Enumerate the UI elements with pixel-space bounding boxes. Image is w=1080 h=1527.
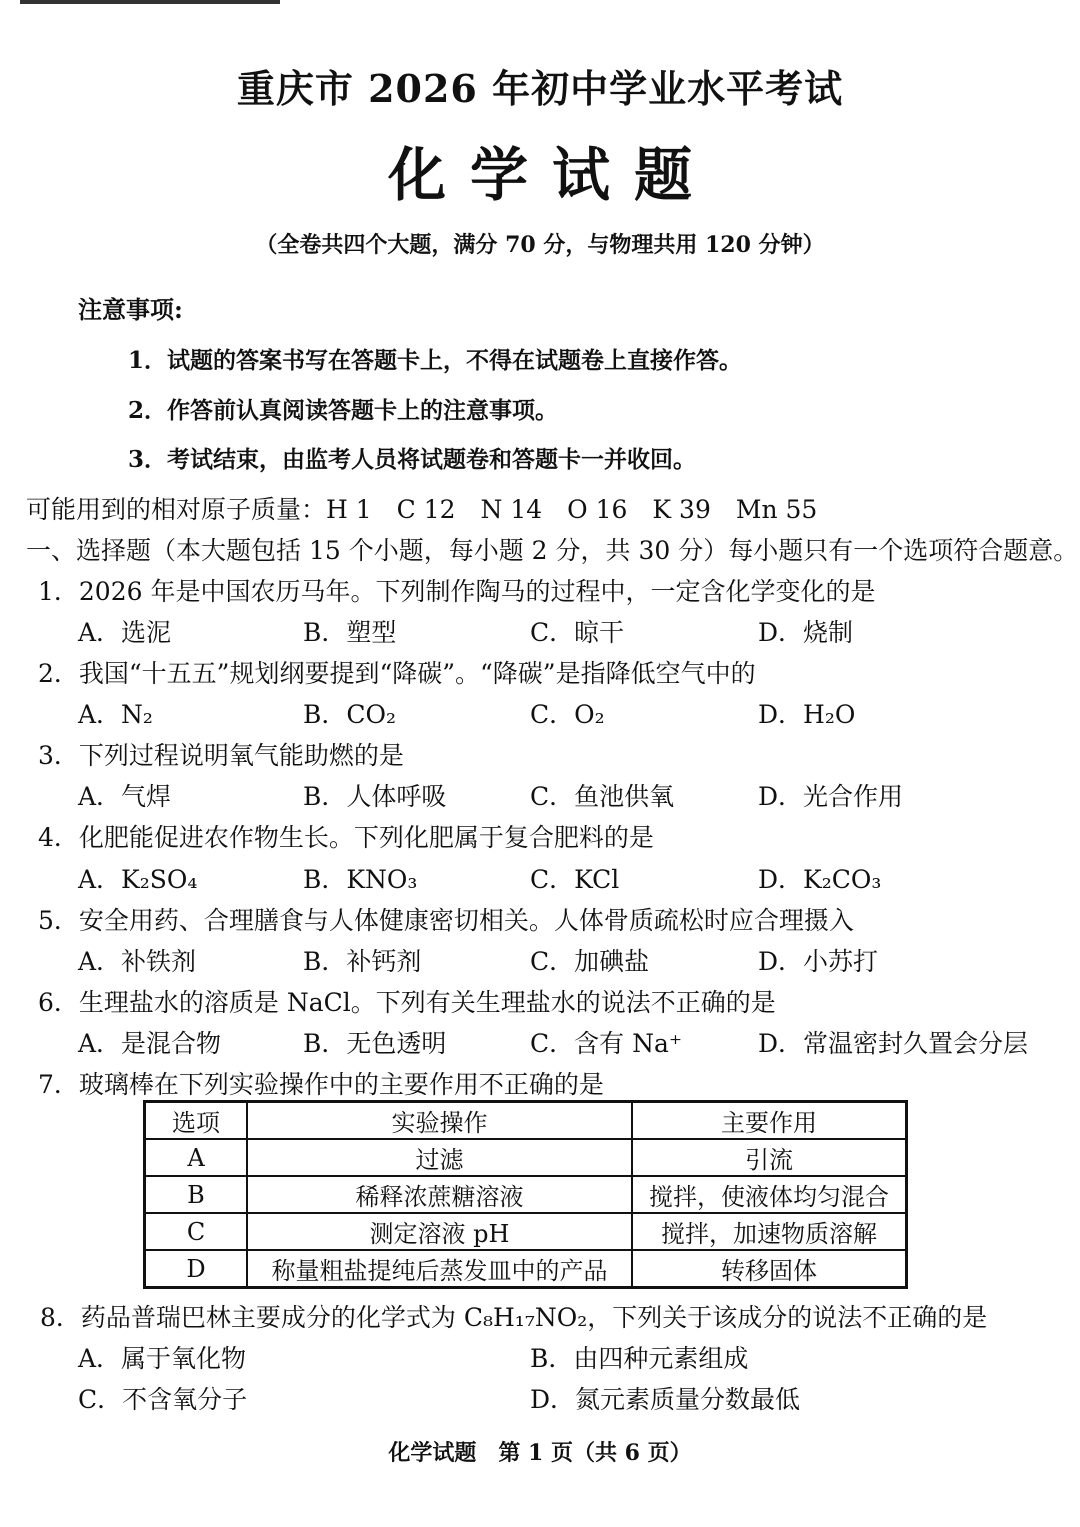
table-cell: 搅拌，加速物质溶解 [632, 1213, 907, 1250]
option-d: D．H₂O [758, 700, 856, 729]
table-cell: 过滤 [247, 1139, 632, 1176]
option-b: B．无色透明 [303, 1029, 447, 1058]
subject-title: 化学试题 [387, 141, 716, 209]
option-b: B．KNO₃ [303, 865, 418, 894]
table-header-row [145, 1102, 907, 1140]
section-heading: 一、选择题（本大题包括 15 个小题，每小题 2 分，共 30 分）每小题只有一个选项符合题意。 [26, 536, 1079, 565]
notice-item: 1．试题的答案书写在答题卡上，不得在试题卷上直接作答。 [128, 347, 743, 374]
option-d: D．小苏打 [758, 947, 879, 976]
option-b: B．补钙剂 [303, 947, 422, 976]
question-stem: 4．化肥能促进农作物生长。下列化肥属于复合肥料的是 [38, 823, 654, 852]
option-d: D．K₂CO₃ [758, 865, 882, 894]
table-cell: D [145, 1250, 248, 1288]
q7-table [143, 1100, 908, 1289]
option-d: D．烧制 [758, 618, 854, 647]
option-b: B．塑型 [303, 618, 397, 647]
notice-item: 2．作答前认真阅读答题卡上的注意事项。 [128, 397, 559, 424]
option-d: D．光合作用 [758, 782, 904, 811]
table-cell: A [145, 1139, 248, 1176]
table-row [145, 1139, 907, 1176]
question-stem: 2．我国“十五五”规划纲要提到“降碳”。“降碳”是指降低空气中的 [38, 659, 756, 688]
option-b: B．CO₂ [303, 700, 397, 729]
option-a: A．选泥 [78, 618, 172, 647]
option-a: A．属于氧化物 [78, 1344, 247, 1373]
option-c: C．KCl [530, 865, 620, 894]
table-cell: B [145, 1176, 248, 1213]
scan-edge-mark [20, 0, 280, 4]
option-c: C．晾干 [530, 618, 625, 647]
option-a: A．是混合物 [78, 1029, 222, 1058]
table-cell: C [145, 1213, 248, 1250]
question-stem: 5．安全用药、合理膳食与人体健康密切相关。人体骨质疏松时应合理摄入 [38, 906, 854, 935]
table-cell: 搅拌，使液体均匀混合 [632, 1176, 907, 1213]
column-header: 选项 [145, 1102, 248, 1140]
page-footer: 化学试题 第 1 页（共 6 页） [388, 1440, 692, 1466]
option-c: C．O₂ [530, 700, 605, 729]
option-c: C．不含氧分子 [78, 1385, 248, 1414]
table-cell: 测定溶液 pH [247, 1213, 632, 1250]
option-b: B．人体呼吸 [303, 782, 447, 811]
table-cell: 称量粗盐提纯后蒸发皿中的产品 [247, 1250, 632, 1288]
table-cell: 转移固体 [632, 1250, 907, 1288]
option-c: C．加碘盐 [530, 947, 650, 976]
question-stem: 8．药品普瑞巴林主要成分的化学式为 C₈H₁₇NO₂，下列关于该成分的说法不正确的是 [40, 1303, 988, 1332]
option-a: A．气焊 [78, 782, 172, 811]
table-cell: 引流 [632, 1139, 907, 1176]
question-stem: 1．2026 年是中国农历马年。下列制作陶马的过程中，一定含化学变化的是 [38, 577, 876, 606]
table-row [145, 1213, 907, 1250]
notice-heading: 注意事项: [78, 295, 183, 324]
question-stem: 7．玻璃棒在下列实验操作中的主要作用不正确的是 [38, 1070, 604, 1099]
question-stem: 3．下列过程说明氧气能助燃的是 [38, 741, 404, 770]
exam-subtitle: （全卷共四个大题，满分 70 分，与物理共用 120 分钟） [255, 232, 825, 258]
question-stem: 6．生理盐水的溶质是 NaCl。下列有关生理盐水的说法不正确的是 [38, 988, 776, 1017]
table-row [145, 1250, 907, 1288]
table-cell: 稀释浓蔗糖溶液 [247, 1176, 632, 1213]
option-b: B．由四种元素组成 [530, 1344, 749, 1373]
option-a: A．K₂SO₄ [78, 865, 198, 894]
option-d: D．常温密封久置会分层 [758, 1029, 1029, 1058]
column-header: 实验操作 [247, 1102, 632, 1140]
notice-item: 3．考试结束，由监考人员将试题卷和答题卡一并收回。 [128, 446, 697, 473]
option-c: C．含有 Na⁺ [530, 1029, 683, 1058]
atomic-masses: 可能用到的相对原子质量：H 1 C 12 N 14 O 16 K 39 Mn 55 [26, 495, 818, 524]
column-header: 主要作用 [632, 1102, 907, 1140]
option-a: A．补铁剂 [78, 947, 197, 976]
exam-title: 重庆市 2026 年初中学业水平考试 [236, 66, 844, 111]
option-d: D．氮元素质量分数最低 [530, 1385, 801, 1414]
option-c: C．鱼池供氧 [530, 782, 675, 811]
option-a: A．N₂ [78, 700, 153, 729]
table-row [145, 1176, 907, 1213]
